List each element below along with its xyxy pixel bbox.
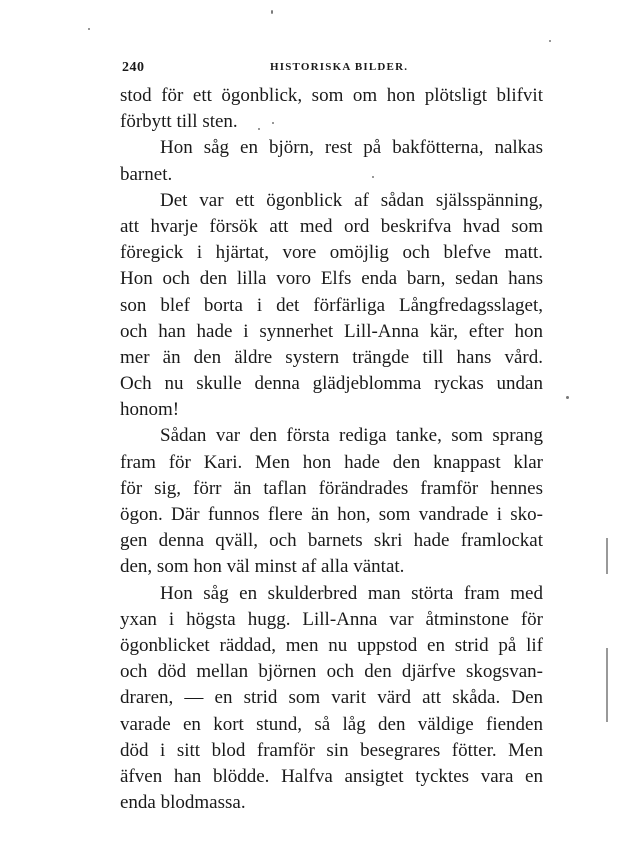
text-line: Sådan var den första rediga tanke, som sprang [160, 425, 543, 447]
text-line: den, som hon väl minst af alla väntat. [120, 556, 405, 578]
text-line: Hon såg en björn, rest på bakfötterna, nalkas [160, 137, 543, 159]
scan-speck [88, 28, 90, 30]
running-head [122, 60, 542, 80]
text-line: förbytt till sten. [120, 111, 238, 133]
text-line: draren, — en strid som varit värd att skåda. Den [120, 687, 543, 709]
text-line: för sig, förr än taflan förändrades framför hennes [120, 477, 543, 499]
text-line: mer än den äldre systern trängde till hans vård. [120, 346, 543, 368]
text-line: att hvarje försök att med ord beskrifva hvad som [120, 215, 543, 237]
text-line: varade en kort stund, så låg den väldige fienden [120, 713, 543, 735]
text-line: Hon och den lilla voro Elfs enda barn, sedan hans [120, 268, 543, 290]
text-line: föregick i hjärtat, vore omöjlig och blefve matt. [120, 242, 543, 264]
text-line: och han hade i synnerhet Lill-Anna kär, efter hon [120, 320, 543, 342]
text-line: död i sitt blod framför sin besegrares fötter. Men [120, 739, 543, 761]
text-line: honom! [120, 399, 180, 421]
scan-speck [272, 122, 274, 124]
scan-speck [549, 40, 551, 42]
scan-speck [372, 176, 374, 178]
text-line: fram för Kari. Men hon hade den knappast klar [120, 451, 543, 473]
text-line: ögon. Där funnos flere än hon, som vandrade i sko- [120, 504, 543, 525]
text-line: Och nu skulle denna glädjeblomma ryckas undan [120, 373, 543, 395]
page-number: 240 [122, 60, 145, 75]
text-line: yxan i högsta hugg. Lill-Anna var åtminstone för [120, 608, 543, 630]
scan-mark [606, 538, 608, 574]
text-line: enda blodmassa. [120, 792, 246, 814]
scan-speck [258, 128, 260, 130]
text-line: stod för ett ögonblick, som om hon plötsligt blifvit [120, 85, 543, 106]
text-line: gen denna qväll, och barnets skri hade framlockat [120, 530, 543, 552]
text-line: äfven han blödde. Halfva ansigtet tycktes vara en [120, 765, 543, 787]
scan-speck [566, 396, 569, 399]
scan-speck [271, 10, 273, 14]
text-line: barnet. [120, 163, 173, 185]
section-title: HISTORISKA BILDER. [270, 61, 409, 73]
text-line: och död mellan björnen och den djärfve skogsvan- [120, 661, 543, 683]
text-line: ögonblicket räddad, men nu uppstod en strid på lif [120, 634, 543, 656]
scan-mark [606, 648, 608, 722]
text-line: Hon såg en skulderbred man störta fram med [160, 582, 543, 604]
body-text [120, 83, 543, 816]
text-line: Det var ett ögonblick af sådan själsspänning, [160, 189, 543, 211]
text-line: son blef borta i det förfärliga Långfredagsslaget, [120, 294, 543, 316]
